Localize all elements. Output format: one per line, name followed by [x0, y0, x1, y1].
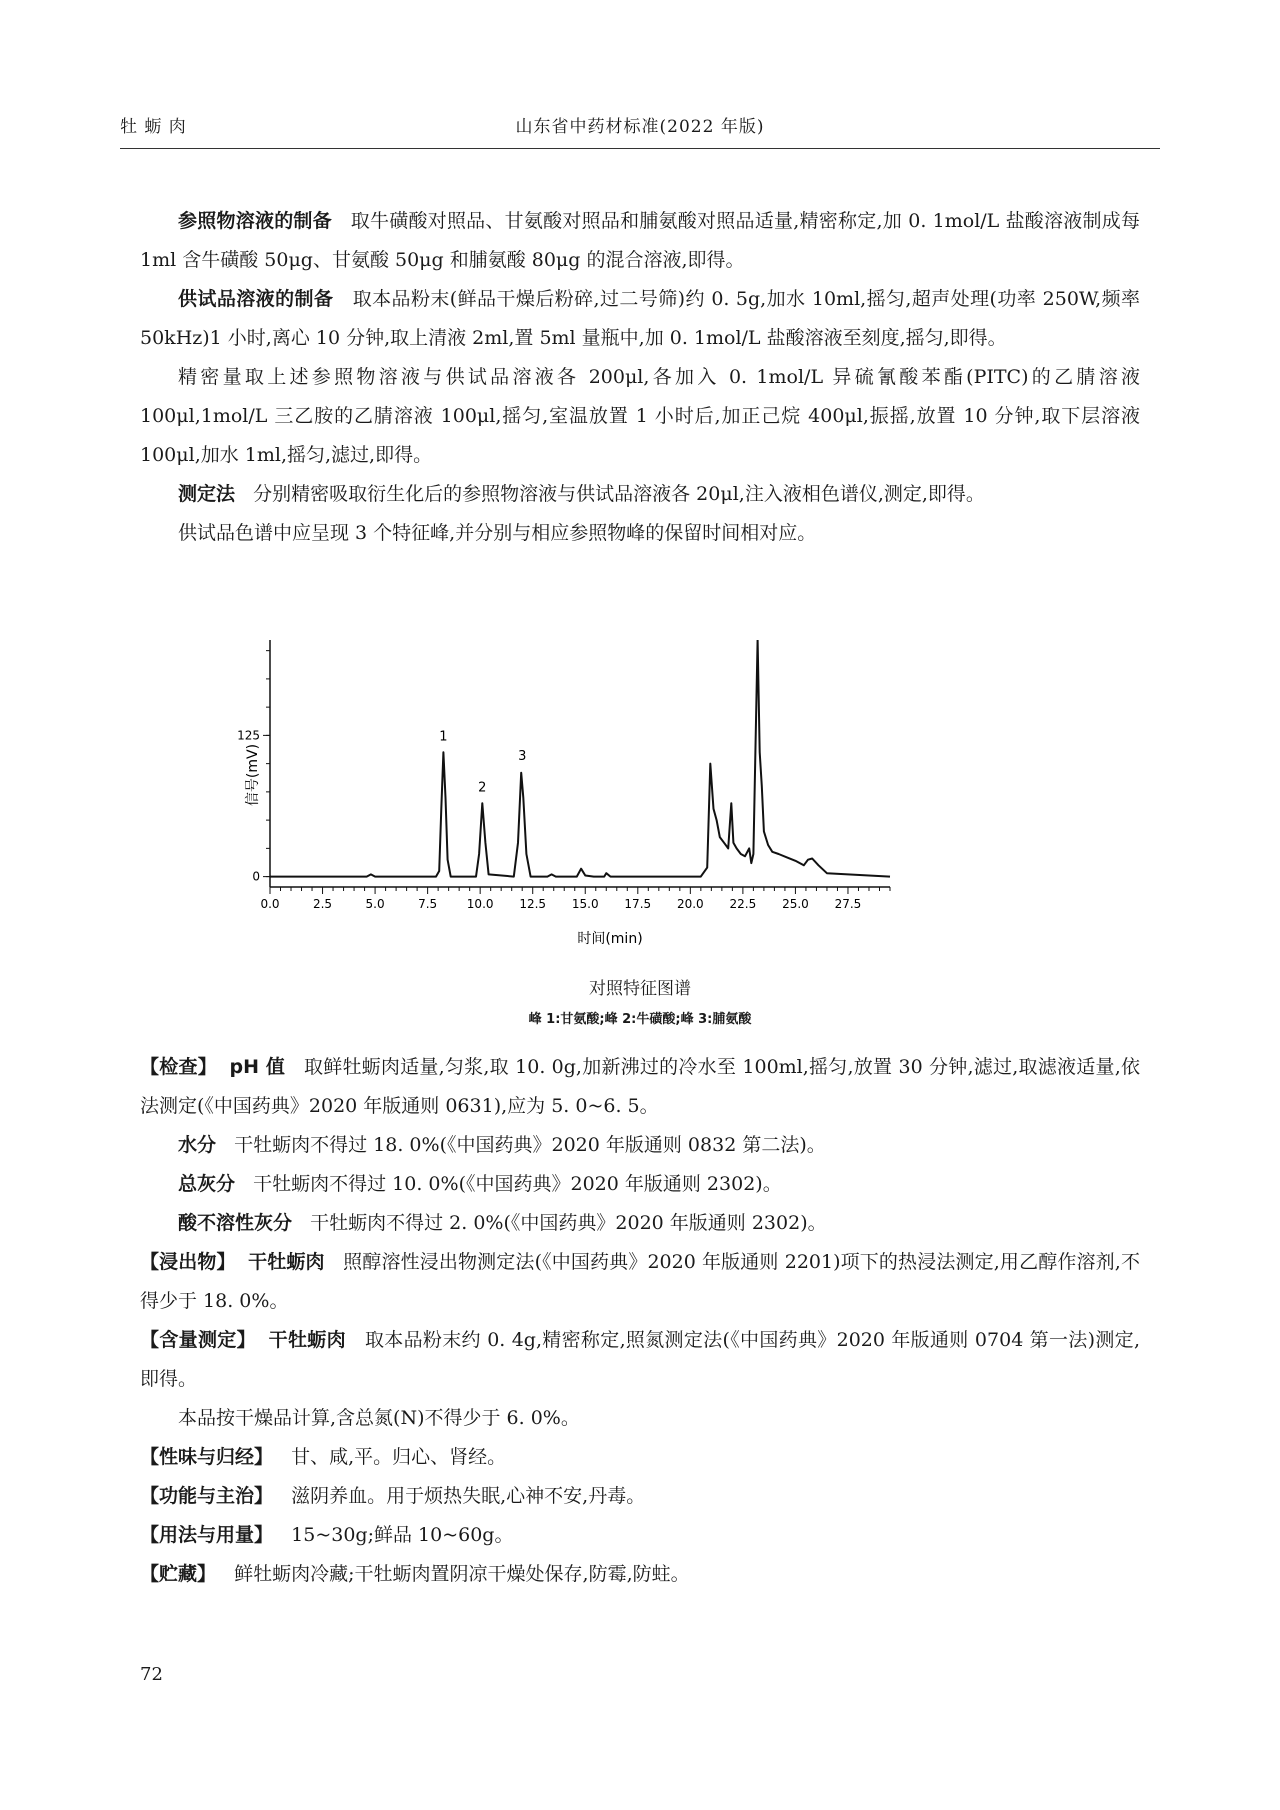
subheading-ph: pH 值 — [229, 1056, 286, 1078]
text-ph: 取鲜牡蛎肉适量,匀浆,取 10. 0g,加新沸过的冷水至 100ml,摇匀,放置 30 分钟,滤过,取滤液适量,依法测定(《中国药典》2020 年版通则 0631),应为 5. 0~6. 5。 — [140, 1056, 1140, 1117]
text-test-solution: 取本品粉末(鲜品干燥后粉碎,过二号筛)约 0. 5g,加水 10ml,摇匀,超声处理(功率 250W,频率 50kHz)1 小时,离心 10 分钟,取上清液 2ml,置 5ml 量瓶中,加 0. 1mol/L 盐酸溶液至刻度,摇匀,即得。 — [140, 288, 1141, 349]
text-reference-solution: 取牛磺酸对照品、甘氨酸对照品和脯氨酸对照品适量,精密称定,加 0. 1mol/L 盐酸溶液制成每 1ml 含牛磺酸 50μg、甘氨酸 50μg 和脯氨酸 80μg 的混合溶液,即得。 — [140, 210, 1140, 271]
peak-label: 1 — [439, 729, 448, 745]
text-block-2 — [140, 1048, 1140, 1594]
header-rule — [120, 148, 1160, 149]
paragraph-dosage — [140, 1516, 1140, 1555]
heading-assay: 【含量测定】 — [140, 1329, 256, 1351]
figure-peak-legend: 峰 1:甘氨酸;峰 2:牛磺酸;峰 3:脯氨酸 — [528, 1012, 752, 1027]
x-tick-label: 17.5 — [624, 897, 652, 911]
x-tick-label: 20.0 — [676, 897, 704, 911]
x-tick-label: 12.5 — [519, 897, 547, 911]
page-number: 72 — [140, 1664, 163, 1685]
y-tick-label: 125 — [237, 728, 260, 743]
heading-test-solution: 供试品溶液的制备 — [178, 288, 334, 310]
text-block-1 — [140, 202, 1140, 553]
heading-reference-solution: 参照物溶液的制备 — [178, 210, 332, 232]
x-tick-label: 10.0 — [466, 897, 494, 911]
chart-ticks — [237, 651, 890, 911]
chart-peak-labels — [439, 730, 526, 796]
text-method: 分别精密吸取衍生化后的参照物溶液与供试品溶液各 20μl,注入液相色谱仪,测定,即得。 — [253, 483, 985, 505]
text-extractives: 照醇溶性浸出物测定法(《中国药典》2020 年版通则 2201)项下的热浸法测定,用乙醇作溶剂,不得少于 18. 0%。 — [140, 1251, 1140, 1312]
text-dosage: 15~30g;鲜品 10~60g。 — [291, 1524, 514, 1546]
heading-storage: 【贮藏】 — [140, 1563, 217, 1585]
paragraph-total-ash — [140, 1165, 1140, 1204]
text-assay-limit: 本品按干燥品计算,含总氮(N)不得少于 6. 0%。 — [178, 1407, 580, 1429]
heading-inspection: 【检查】 — [140, 1056, 217, 1078]
running-header — [120, 112, 1160, 137]
x-tick-label: 15.0 — [571, 897, 599, 911]
text-storage: 鲜牡蛎肉冷藏;干牡蛎肉置阴凉干燥处保存,防霉,防蛀。 — [234, 1563, 690, 1585]
subheading-assay: 干牡蛎肉 — [268, 1329, 346, 1351]
chromatogram-chart — [235, 640, 1035, 950]
paragraph-properties — [140, 1438, 1140, 1477]
text-peaks-requirement: 供试品色谱中应呈现 3 个特征峰,并分别与相应参照物峰的保留时间相对应。 — [178, 522, 817, 544]
paragraph-assay — [140, 1321, 1140, 1399]
peak-label: 2 — [478, 780, 487, 796]
heading-total-ash: 总灰分 — [178, 1173, 236, 1195]
paragraph-acid-insoluble-ash — [140, 1204, 1140, 1243]
header-title-left: 牡 蛎 肉 — [120, 117, 187, 137]
heading-moisture: 水分 — [178, 1134, 217, 1156]
paragraph-assay-limit — [140, 1399, 1140, 1438]
paragraph-test-solution — [140, 280, 1140, 358]
paragraph-method — [140, 475, 1140, 514]
x-tick-label: 2.5 — [312, 897, 333, 911]
text-acid-insoluble-ash: 干牡蛎肉不得过 2. 0%(《中国药典》2020 年版通则 2302)。 — [310, 1212, 827, 1234]
paragraph-storage — [140, 1555, 1140, 1594]
header-book-title: 山东省中药材标准(2022 年版) — [515, 117, 765, 137]
x-tick-label: 7.5 — [418, 897, 438, 911]
paragraph-functions — [140, 1477, 1140, 1516]
heading-dosage: 【用法与用量】 — [140, 1524, 274, 1546]
paragraph-derivatization — [140, 358, 1140, 475]
peak-label: 3 — [518, 748, 527, 764]
x-tick-label: 27.5 — [834, 897, 862, 911]
text-assay: 取本品粉末约 0. 4g,精密称定,照氮测定法(《中国药典》2020 年版通则 0704 第一法)测定,即得。 — [140, 1329, 1140, 1390]
heading-properties: 【性味与归经】 — [140, 1446, 274, 1468]
subheading-extractives: 干牡蛎肉 — [248, 1251, 325, 1273]
chromatogram-trace — [270, 640, 890, 877]
heading-method: 测定法 — [178, 483, 236, 505]
text-total-ash: 干牡蛎肉不得过 10. 0%(《中国药典》2020 年版通则 2302)。 — [253, 1173, 782, 1195]
x-tick-label: 22.5 — [729, 897, 757, 911]
paragraph-peaks-requirement — [140, 514, 1140, 553]
paragraph-moisture — [140, 1126, 1140, 1165]
x-tick-label: 5.0 — [365, 897, 385, 911]
x-axis-label: 时间(min) — [577, 931, 643, 947]
paragraph-extractives — [140, 1243, 1140, 1321]
paragraph-reference-solution — [140, 202, 1140, 280]
text-functions: 滋阴养血。用于烦热失眠,心神不安,丹毒。 — [291, 1485, 646, 1507]
heading-functions: 【功能与主治】 — [140, 1485, 274, 1507]
x-tick-label: 0.0 — [260, 897, 280, 911]
paragraph-inspection — [140, 1048, 1140, 1126]
chart-axes — [270, 640, 890, 887]
text-moisture: 干牡蛎肉不得过 18. 0%(《中国药典》2020 年版通则 0832 第二法)。 — [234, 1134, 826, 1156]
text-properties: 甘、咸,平。归心、肾经。 — [291, 1446, 507, 1468]
heading-acid-insoluble-ash: 酸不溶性灰分 — [178, 1212, 293, 1234]
text-derivatization: 精密量取上述参照物溶液与供试品溶液各 200μl,各加入 0. 1mol/L 异硫氰酸苯酯(PITC)的乙腈溶液 100μl,1mol/L 三乙胺的乙腈溶液 100μl,摇匀,室温放置 1 小时后,加正己烷 400μl,振摇,放置 10 分钟,取下层溶液 100μl,加水 1ml,摇匀,滤过,即得。 — [140, 366, 1140, 466]
y-axis-label: 信号(mV) — [245, 743, 261, 807]
figure-caption: 对照特征图谱 — [589, 979, 691, 999]
y-tick-label: 0 — [252, 869, 260, 884]
heading-extractives: 【浸出物】 — [140, 1251, 236, 1273]
x-tick-label: 25.0 — [782, 897, 809, 911]
